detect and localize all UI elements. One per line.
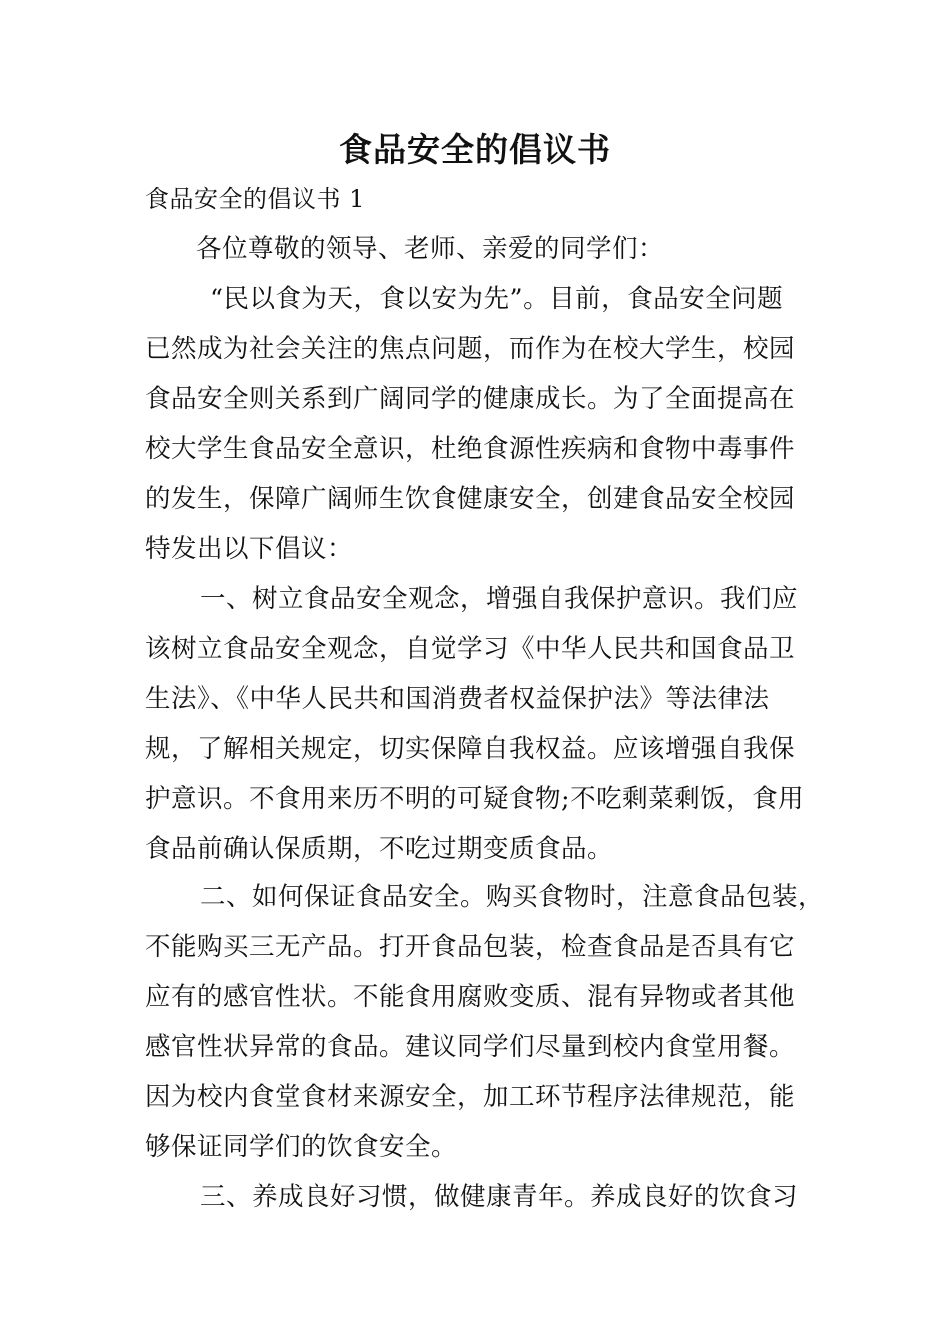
point2-line: 因为校内食堂食材来源安全，加工环节程序法律规范，能	[145, 1082, 796, 1112]
point1-line: 护意识。不食用来历不明的可疑食物;不吃剩菜剩饭，食用	[145, 784, 805, 814]
intro-line: 校大学生食品安全意识，杜绝食源性疾病和食物中毒事件	[145, 434, 796, 464]
point1-line: 规，了解相关规定，切实保障自我权益。应该增强自我保	[145, 734, 796, 764]
point3-line: 三、养成良好习惯，做健康青年。养成良好的饮食习	[200, 1182, 799, 1212]
intro-line: 食品安全则关系到广阔同学的健康成长。为了全面提高在	[145, 384, 796, 414]
point2-line: 够保证同学们的饮食安全。	[145, 1132, 458, 1162]
point2-line: 应有的感官性状。不能食用腐败变质、混有异物或者其他	[145, 982, 796, 1012]
point2-line: 二、如何保证食品安全。购买食物时，注意食品包装，	[200, 882, 825, 912]
intro-line: 的发生，保障广阔师生饮食健康安全，创建食品安全校园	[145, 484, 796, 514]
point1-line: 食品前确认保质期，不吃过期变质食品。	[145, 834, 614, 864]
point1-line: 生法》、《中华人民共和国消费者权益保护法》等法律法	[145, 684, 770, 714]
point1-line: 该树立食品安全观念，自觉学习《中华人民共和国食品卫	[145, 634, 796, 664]
document-subtitle: 食品安全的倡议书 1	[145, 185, 365, 213]
point2-line: 感官性状异常的食品。建议同学们尽量到校内食堂用餐。	[145, 1032, 796, 1062]
point1-line: 一、树立食品安全观念，增强自我保护意识。我们应	[200, 584, 799, 614]
intro-line: “民以食为天，食以安为先”。目前，食品安全问题	[210, 284, 784, 314]
salutation: 各位尊敬的领导、老师、亲爱的同学们：	[196, 234, 665, 264]
intro-line: 已然成为社会关注的焦点问题，而作为在校大学生，校园	[145, 334, 796, 364]
document-title: 食品安全的倡议书	[339, 130, 611, 169]
intro-line: 特发出以下倡议：	[145, 534, 354, 564]
point2-line: 不能购买三无产品。打开食品包装，检查食品是否具有它	[145, 932, 796, 962]
